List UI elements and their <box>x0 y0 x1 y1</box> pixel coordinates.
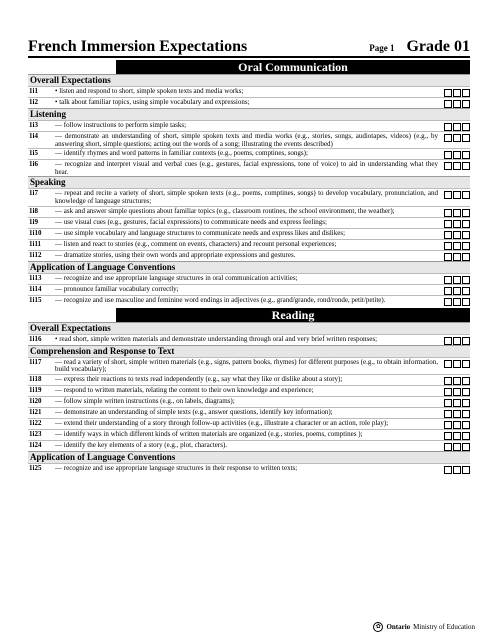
assessment-checkbox[interactable] <box>453 220 461 228</box>
expectation-row <box>28 385 470 396</box>
assessment-checkbox[interactable] <box>453 162 461 170</box>
expectation-row <box>28 357 470 374</box>
assessment-checkbox[interactable] <box>453 360 461 368</box>
expectation-code: 1i18 <box>29 374 42 383</box>
expectation-row <box>28 131 470 148</box>
assessment-checkbox[interactable] <box>444 100 452 108</box>
checkbox-group <box>444 189 470 205</box>
assessment-checkbox[interactable] <box>453 100 461 108</box>
assessment-checkbox[interactable] <box>444 220 452 228</box>
assessment-checkbox[interactable] <box>453 253 461 261</box>
expectation-text: • talk about familiar topics, using simple vocabulary and expressions; <box>55 98 250 106</box>
group-heading: Speaking <box>28 176 470 188</box>
assessment-checkbox[interactable] <box>453 388 461 396</box>
assessment-checkbox[interactable] <box>453 443 461 451</box>
assessment-checkbox[interactable] <box>444 253 452 261</box>
expectation-text: — read a variety of short, simple written materials (e.g., signs, pattern books, rhymes) for different purposes (e.g., to obtain information, build vocabulary); <box>55 357 438 374</box>
checkbox-group <box>444 386 470 396</box>
checkbox-group <box>444 408 470 418</box>
expectation-text: — use simple vocabulary and language structures to communicate needs and express likes and dislikes; <box>55 228 346 237</box>
expectation-code: 1i16 <box>29 334 42 343</box>
assessment-checkbox[interactable] <box>462 443 470 451</box>
assessment-checkbox[interactable] <box>453 209 461 217</box>
assessment-checkbox[interactable] <box>444 209 452 217</box>
expectation-row <box>28 120 470 131</box>
assessment-checkbox[interactable] <box>453 399 461 407</box>
assessment-checkbox[interactable] <box>444 276 452 284</box>
expectation-row <box>28 429 470 440</box>
expectation-code: 1i24 <box>29 440 42 449</box>
checkbox-group <box>444 419 470 429</box>
expectation-code: 1i12 <box>29 250 42 259</box>
page-title: French Immersion Expectations <box>28 38 248 55</box>
assessment-checkbox[interactable] <box>444 242 452 250</box>
assessment-checkbox[interactable] <box>453 123 461 131</box>
assessment-checkbox[interactable] <box>462 298 470 306</box>
expectation-code: 1i11 <box>29 239 42 248</box>
assessment-checkbox[interactable] <box>453 377 461 385</box>
assessment-checkbox[interactable] <box>462 287 470 295</box>
expectation-text: — identify ways in which different kinds of written materials are organized (e.g., stories, poems, comptines ); <box>55 429 363 438</box>
checkbox-group <box>444 335 470 345</box>
checkbox-group <box>444 218 470 228</box>
expectation-text: — respond to written materials, relating the content to their own knowledge and experience; <box>55 385 314 394</box>
expectation-code: 1i7 <box>29 189 38 198</box>
expectation-text: — extend their understanding of a story through follow-up activities (e.g., illustrate a character or an action, role play); <box>55 418 389 427</box>
assessment-checkbox[interactable] <box>453 134 461 142</box>
expectation-text: — identify the key elements of a story (e.g., plot, characters). <box>55 440 228 449</box>
expectation-code: 1i14 <box>29 284 42 293</box>
expectation-code: 1i20 <box>29 396 42 405</box>
assessment-checkbox[interactable] <box>462 123 470 131</box>
assessment-checkbox[interactable] <box>453 242 461 250</box>
assessment-checkbox[interactable] <box>462 377 470 385</box>
page-header <box>28 28 470 58</box>
section-title: Reading <box>116 308 470 322</box>
expectation-row <box>28 228 470 239</box>
expectation-text: — follow simple written instructions (e.g., on labels, diagrams); <box>55 396 235 405</box>
checkbox-group <box>444 98 470 108</box>
checkbox-group <box>444 441 470 451</box>
assessment-checkbox[interactable] <box>462 253 470 261</box>
assessment-checkbox[interactable] <box>462 388 470 396</box>
assessment-checkbox[interactable] <box>462 466 470 474</box>
footer-ministry: Ministry of Education <box>413 623 475 631</box>
assessment-checkbox[interactable] <box>453 410 461 418</box>
expectation-code: 1i21 <box>29 407 42 416</box>
assessment-checkbox[interactable] <box>444 360 452 368</box>
assessment-checkbox[interactable] <box>453 231 461 239</box>
assessment-checkbox[interactable] <box>462 220 470 228</box>
expectation-text: — recognize and use appropriate language structures in oral communication activities; <box>55 273 298 282</box>
section-title: Oral Communication <box>116 60 470 74</box>
assessment-checkbox[interactable] <box>444 231 452 239</box>
expectation-row <box>28 418 470 429</box>
checkbox-group <box>444 285 470 295</box>
assessment-checkbox[interactable] <box>444 162 452 170</box>
assessment-checkbox[interactable] <box>453 337 461 345</box>
expectation-row <box>28 188 470 205</box>
assessment-checkbox[interactable] <box>453 89 461 97</box>
expectation-text: — demonstrate an understanding of short, simple spoken texts and media works (e.g., stories, songs, audiotapes, videos) (e.g., by answering short, simple questions; acting out the words of a song; illustrating the events described) <box>55 132 438 148</box>
expectation-row <box>28 97 470 108</box>
expectation-code: 1i8 <box>29 206 38 215</box>
expectation-text: — recognize and use masculine and feminine word endings in adjectives (e.g., grand/grande, rond/ronde, petit/petite). <box>55 295 386 304</box>
expectation-row <box>28 239 470 250</box>
checkbox-group <box>444 251 470 261</box>
expectation-row <box>28 374 470 385</box>
assessment-checkbox[interactable] <box>453 421 461 429</box>
checkbox-group <box>444 229 470 239</box>
checkbox-group <box>444 430 470 440</box>
expectation-code: 1i10 <box>29 228 42 237</box>
assessment-checkbox[interactable] <box>444 89 452 97</box>
expectation-text: — recognize and interpret visual and verbal cues (e.g., gestures, facial expressions, tone of voice) to aid in understanding what they hear. <box>55 160 438 176</box>
assessment-checkbox[interactable] <box>462 337 470 345</box>
assessment-checkbox[interactable] <box>444 123 452 131</box>
assessment-checkbox[interactable] <box>462 421 470 429</box>
checkbox-group <box>444 397 470 407</box>
assessment-checkbox[interactable] <box>462 134 470 142</box>
expectation-code: 1i1 <box>29 87 38 95</box>
assessment-checkbox[interactable] <box>444 337 452 345</box>
checkbox-group <box>444 375 470 385</box>
expectations-content <box>28 60 470 474</box>
expectation-text: • read short, simple written materials and demonstrate understanding through oral and very brief written responses; <box>55 334 378 343</box>
assessment-checkbox[interactable] <box>444 421 452 429</box>
expectation-row <box>28 148 470 159</box>
assessment-checkbox[interactable] <box>462 209 470 217</box>
document-page <box>28 28 470 474</box>
assessment-checkbox[interactable] <box>444 134 452 142</box>
checkbox-group <box>444 274 470 284</box>
expectation-text: — express their reactions to texts read independently (e.g., say what they like or dislike about a story); <box>55 374 343 383</box>
expectation-text: — use visual cues (e.g., gestures, facial expressions) to communicate needs and express feelings; <box>55 217 327 226</box>
checkbox-group <box>444 149 470 159</box>
assessment-checkbox[interactable] <box>444 399 452 407</box>
checkbox-group <box>444 121 470 131</box>
expectation-text: — identify rhymes and word patterns in familiar contexts (e.g., poems, comptines, songs); <box>55 149 308 158</box>
expectation-code: 1i19 <box>29 385 42 394</box>
assessment-checkbox[interactable] <box>462 231 470 239</box>
expectation-text: — pronounce familiar vocabulary correctly; <box>55 284 179 293</box>
assessment-checkbox[interactable] <box>462 410 470 418</box>
assessment-checkbox[interactable] <box>444 151 452 159</box>
expectation-row <box>28 250 470 261</box>
checkbox-group <box>444 87 470 97</box>
assessment-checkbox[interactable] <box>462 360 470 368</box>
assessment-checkbox[interactable] <box>444 443 452 451</box>
group-heading: Comprehension and Response to Text <box>28 345 470 357</box>
expectation-code: 1i9 <box>29 217 38 226</box>
expectation-code: 1i22 <box>29 418 42 427</box>
assessment-checkbox[interactable] <box>462 242 470 250</box>
expectation-row <box>28 159 470 176</box>
page-number: Page 1 <box>369 43 395 53</box>
group-heading: Application of Language Conventions <box>28 451 470 463</box>
expectation-code: 1i23 <box>29 429 42 438</box>
assessment-checkbox[interactable] <box>444 432 452 440</box>
expectation-row <box>28 284 470 295</box>
assessment-checkbox[interactable] <box>462 399 470 407</box>
assessment-checkbox[interactable] <box>444 466 452 474</box>
expectation-row <box>28 86 470 97</box>
expectation-text: — follow instructions to perform simple tasks; <box>55 121 187 129</box>
expectation-code: 1i2 <box>29 98 38 106</box>
assessment-checkbox[interactable] <box>462 191 470 199</box>
assessment-checkbox[interactable] <box>462 151 470 159</box>
assessment-checkbox[interactable] <box>453 466 461 474</box>
expectation-text: — dramatize stories, using their own words and appropriate expressions and gestures. <box>55 250 296 259</box>
expectation-row <box>28 206 470 217</box>
grade-label: Grade 01 <box>406 38 470 55</box>
ontario-logo-icon: ✿ <box>373 622 383 632</box>
assessment-checkbox[interactable] <box>453 432 461 440</box>
expectation-row <box>28 295 470 306</box>
assessment-checkbox[interactable] <box>453 298 461 306</box>
assessment-checkbox[interactable] <box>462 432 470 440</box>
checkbox-group <box>444 240 470 250</box>
expectation-code: 1i5 <box>29 149 38 158</box>
expectation-row <box>28 463 470 474</box>
checkbox-group <box>444 464 470 474</box>
expectation-text: — repeat and recite a variety of short, simple spoken texts (e.g., poems, comptines, songs) to develop vocabulary, pronunciation, and knowledge of language structures; <box>55 189 438 205</box>
group-heading: Application of Language Conventions <box>28 261 470 273</box>
group-heading: Listening <box>28 108 470 120</box>
assessment-checkbox[interactable] <box>453 151 461 159</box>
checkbox-group <box>444 160 470 176</box>
expectation-code: 1i13 <box>29 273 42 282</box>
group-heading: Overall Expectations <box>28 322 470 334</box>
assessment-checkbox[interactable] <box>444 388 452 396</box>
assessment-checkbox[interactable] <box>453 287 461 295</box>
assessment-checkbox[interactable] <box>444 377 452 385</box>
expectation-row <box>28 334 470 345</box>
footer <box>373 622 475 632</box>
assessment-checkbox[interactable] <box>453 191 461 199</box>
assessment-checkbox[interactable] <box>462 100 470 108</box>
expectation-row <box>28 407 470 418</box>
expectation-row <box>28 217 470 228</box>
checkbox-group <box>444 296 470 306</box>
assessment-checkbox[interactable] <box>462 162 470 170</box>
expectation-code: 1i4 <box>29 132 38 140</box>
expectation-code: 1i15 <box>29 295 42 304</box>
expectation-row <box>28 396 470 407</box>
assessment-checkbox[interactable] <box>444 191 452 199</box>
expectation-code: 1i3 <box>29 121 38 129</box>
checkbox-group <box>444 358 470 374</box>
expectation-row <box>28 273 470 284</box>
expectation-text: — listen and react to stories (e.g., comment on events, characters) and recount personal experiences; <box>55 239 337 248</box>
checkbox-group <box>444 207 470 217</box>
assessment-checkbox[interactable] <box>444 287 452 295</box>
expectation-code: 1i25 <box>29 463 42 472</box>
checkbox-group <box>444 132 470 148</box>
assessment-checkbox[interactable] <box>444 298 452 306</box>
assessment-checkbox[interactable] <box>462 276 470 284</box>
assessment-checkbox[interactable] <box>444 410 452 418</box>
expectation-text: • listen and respond to short, simple spoken texts and media works; <box>55 87 244 95</box>
expectation-code: 1i6 <box>29 160 38 169</box>
expectation-text: — recognize and use appropriate language structures in their response to written texts; <box>55 463 298 472</box>
assessment-checkbox[interactable] <box>462 89 470 97</box>
expectation-code: 1i17 <box>29 357 42 366</box>
footer-logo-text: Ontario <box>386 623 411 631</box>
expectation-row <box>28 440 470 451</box>
expectation-text: — demonstrate an understanding of simple texts (e.g., answer questions, identify key information); <box>55 407 333 416</box>
group-heading: Overall Expectations <box>28 74 470 86</box>
assessment-checkbox[interactable] <box>453 276 461 284</box>
expectation-text: — ask and answer simple questions about familiar topics (e.g., classroom routines, the school environment, the weather); <box>55 206 395 215</box>
